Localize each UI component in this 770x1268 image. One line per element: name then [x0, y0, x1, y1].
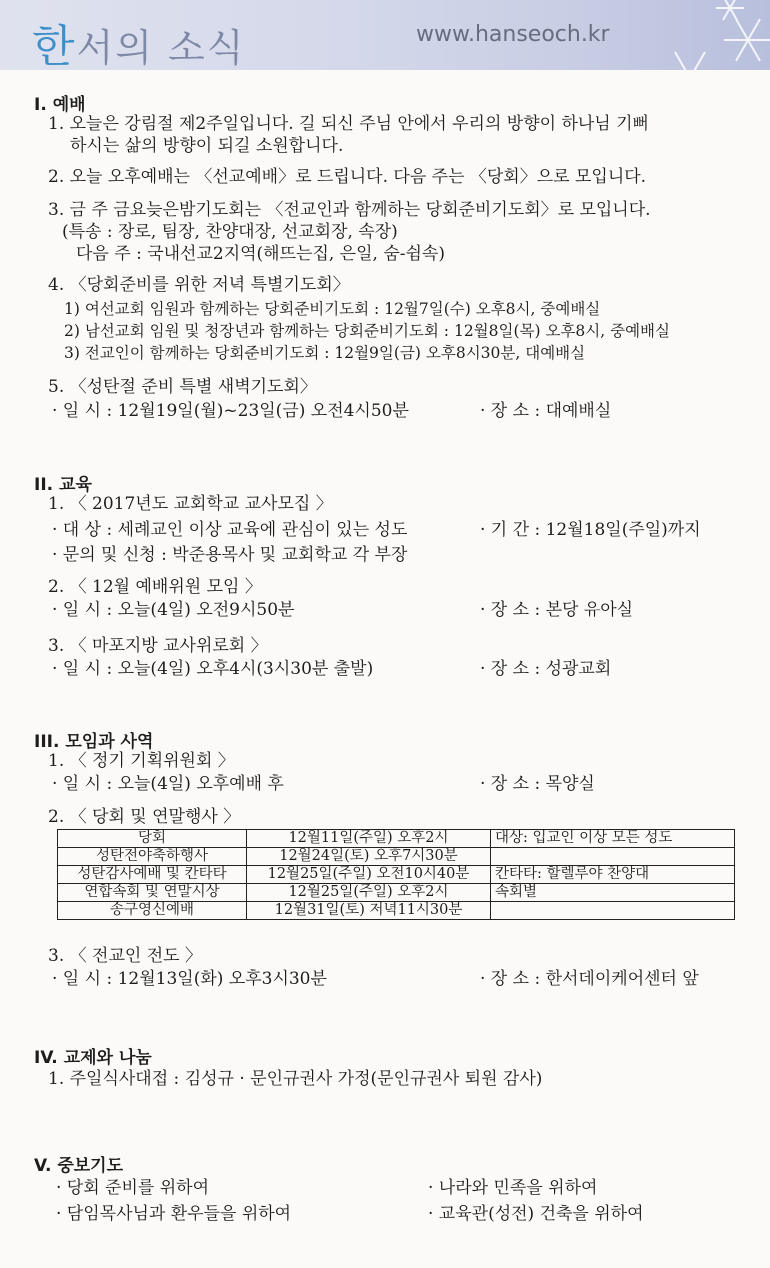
event-note [491, 848, 735, 866]
event-name: 송구영신예배 [58, 902, 247, 920]
table-row [58, 902, 735, 920]
section-prayer-title: V. 중보기도 [34, 1156, 124, 1176]
ministry-item-3-place: · 장 소 : 한서데이케어센터 앞 [480, 969, 699, 989]
worship-item-3-line3: 다음 주 : 국내선교2지역(해뜨는집, 은일, 숨-쉼속) [76, 244, 445, 264]
worship-item-5: 5. 〈성탄절 준비 특별 새벽기도회〉 [48, 377, 317, 397]
snowflake-icon [570, 0, 770, 70]
title-first-char: 한 [32, 21, 77, 70]
event-datetime: 12월11일(주일) 오후2시 [247, 830, 491, 848]
worship-item-4-2: 2) 남선교회 임원 및 청장년과 함께하는 당회준비기도회 : 12월8일(목) 오후8시, 중예배실 [64, 322, 671, 340]
education-item-1-period: · 기 간 : 12월18일(주일)까지 [480, 520, 701, 540]
newsletter-title [32, 10, 245, 70]
table-row [58, 848, 735, 866]
website-url: www.hanseoch.kr [416, 22, 610, 47]
education-item-2-time: · 일 시 : 오늘(4일) 오전9시50분 [52, 600, 295, 620]
worship-item-4-1: 1) 여선교회 임원과 함께하는 당회준비기도회 : 12월7일(수) 오후8시, 중예배실 [64, 300, 601, 318]
prayer-item-4: · 교육관(성전) 건축을 위하여 [428, 1204, 644, 1224]
event-datetime: 12월31일(토) 저녁11시30분 [247, 902, 491, 920]
education-item-1: 1. 〈 2017년도 교회학교 교사모집 〉 [48, 494, 333, 514]
worship-item-4: 4. 〈당회준비를 위한 저녁 특별기도회〉 [48, 275, 350, 295]
worship-item-5-place: · 장 소 : 대예배실 [480, 401, 612, 421]
prayer-item-2: · 나라와 민족을 위하여 [428, 1178, 598, 1198]
prayer-item-1: · 당회 준비를 위하여 [56, 1178, 209, 1198]
education-item-1-target: · 대 상 : 세례교인 이상 교육에 관심이 있는 성도 [52, 520, 408, 540]
worship-item-1-line2: 하시는 삶의 방향이 되길 소원합니다. [70, 136, 344, 156]
ministry-item-3: 3. 〈 전교인 전도 〉 [48, 946, 202, 966]
newsletter-header [0, 0, 770, 70]
event-name: 당회 [58, 830, 247, 848]
title-rest: 서의 소식 [76, 26, 246, 70]
event-datetime: 12월25일(주일) 오후2시 [247, 884, 491, 902]
event-note: 대상: 입교인 이상 모든 성도 [491, 830, 735, 848]
education-item-3: 3. 〈 마포지방 교사위로회 〉 [48, 636, 268, 656]
education-item-2: 2. 〈 12월 예배위원 모임 〉 [48, 577, 262, 597]
ministry-item-2: 2. 〈 당회 및 연말행사 〉 [48, 807, 241, 827]
education-item-3-time: · 일 시 : 오늘(4일) 오후4시(3시30분 출발) [52, 659, 374, 679]
fellowship-item-1: 1. 주일식사대접 : 김성규 · 문인규권사 가정(문인규권사 퇴원 감사) [48, 1069, 543, 1089]
event-note: 속회별 [491, 884, 735, 902]
event-name: 성탄전야축하행사 [58, 848, 247, 866]
table-row [58, 866, 735, 884]
education-item-3-place: · 장 소 : 성광교회 [480, 659, 612, 679]
education-item-2-place: · 장 소 : 본당 유아실 [480, 600, 634, 620]
event-datetime: 12월24일(토) 오후7시30분 [247, 848, 491, 866]
table-row [58, 830, 735, 848]
worship-item-1-line1: 1. 오늘은 강림절 제2주일입니다. 길 되신 주님 안에서 우리의 방향이 하나님 기뻐 [48, 114, 649, 134]
worship-item-5-time: · 일 시 : 12월19일(월)~23일(금) 오전4시50분 [52, 401, 409, 421]
event-name: 연합속회 및 연말시상 [58, 884, 247, 902]
ministry-item-1: 1. 〈 정기 기획위원회 〉 [48, 751, 235, 771]
prayer-item-3: · 담임목사님과 환우들을 위하여 [56, 1204, 292, 1224]
section-worship-title: I. 예배 [34, 95, 86, 115]
worship-item-2: 2. 오늘 오후예배는 〈선교예배〉로 드립니다. 다음 주는 〈당회〉으로 모입니다. [48, 167, 647, 187]
ministry-item-3-time: · 일 시 : 12월13일(화) 오후3시30분 [52, 969, 327, 989]
ministry-item-1-time: · 일 시 : 오늘(4일) 오후예배 후 [52, 774, 284, 794]
worship-item-3-line1: 3. 금 주 금요늦은밤기도회는 〈전교인과 함께하는 당회준비기도회〉로 모입니다. [48, 200, 651, 220]
section-fellowship-title: IV. 교제와 나눔 [34, 1048, 152, 1068]
education-item-1-contact: · 문의 및 신청 : 박준용목사 및 교회학교 각 부장 [52, 545, 408, 565]
table-row [58, 884, 735, 902]
section-ministry-title: III. 모임과 사역 [34, 732, 154, 752]
event-name: 성탄감사예배 및 칸타타 [58, 866, 247, 884]
year-end-events-table [57, 829, 735, 920]
section-education-title: II. 교육 [34, 475, 92, 495]
worship-item-4-3: 3) 전교인이 함께하는 당회준비기도회 : 12월9일(금) 오후8시30분, 대예배실 [64, 344, 586, 362]
event-note: 칸타타: 할렐루야 찬양대 [491, 866, 735, 884]
ministry-item-1-place: · 장 소 : 목양실 [480, 774, 595, 794]
event-datetime: 12월25일(주일) 오전10시40분 [247, 866, 491, 884]
event-note [491, 902, 735, 920]
worship-item-3-line2: (특송 : 장로, 팀장, 찬양대장, 선교회장, 속장) [62, 222, 398, 242]
